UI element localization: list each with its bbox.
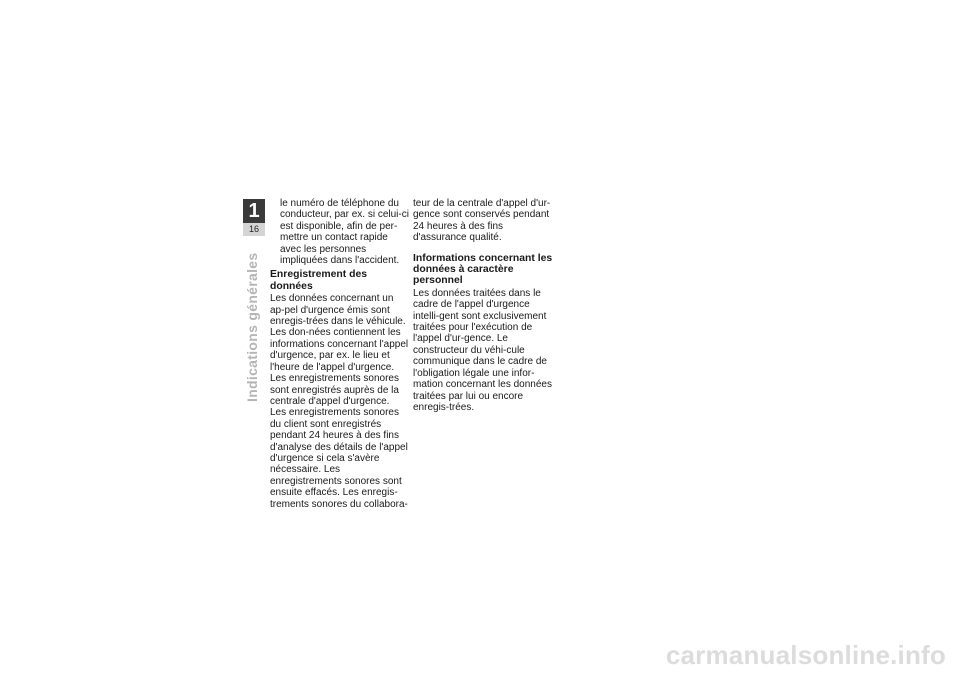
page-number: 16 (243, 223, 265, 236)
paragraph-call-data: Les données concernant un ap-pel d'urgence émis sont enregis-trées dans le véhicule. Les don-nées contiennent les informations concernant l'appel d'urgence, par ex. le lieu et l'heure de l'appel d'urgence. (270, 293, 409, 373)
chapter-number: 1 (243, 199, 265, 223)
paragraph-phone-number: le numéro de téléphone du conducteur, par ex. si celui-ci est disponible, afin de per-mettre un contact rapide avec les personnes impliquées dans l'accident. (280, 198, 409, 267)
paragraph-staff-recordings: teur de la centrale d'appel d'ur-gence sont conservés pendant 24 heures à des fins d'assurance qualité. (413, 198, 551, 244)
paragraph-sound-recordings: Les enregistrements sonores sont enregistrés auprès de la centrale d'appel d'urgence. (270, 373, 399, 407)
chapter-side-label: Indications générales (244, 252, 260, 402)
text-column-1 (270, 198, 410, 510)
paragraph-client-recordings: Les enregistrements sonores du client sont enregistrés pendant 24 heures à des fins d'analyse des détails de l'appel d'urgence si cela s'avère nécessaire. Les enregistrements sonores sont ensuite effacés. Les enregis-trements sonores du collabora- (270, 407, 408, 510)
heading-personal-data: Informations concernant les données à caractère personnel (413, 252, 553, 287)
paragraph-personal-data: Les données traitées dans le cadre de l'appel d'urgence intelli-gent sont exclusivement traitées pour l'exécution de l'appel d'ur-gence. Le constructeur du véhi-cule communique dans le cadre de l'obligation légale une infor-mation concernant les données traitées par lui ou encore enregis-trées. (413, 287, 552, 413)
chapter-tab (243, 199, 265, 236)
watermark: carmanualsonline.info (665, 640, 946, 670)
text-column-2 (413, 198, 553, 413)
heading-data-recording: Enregistrement des données (270, 269, 368, 292)
